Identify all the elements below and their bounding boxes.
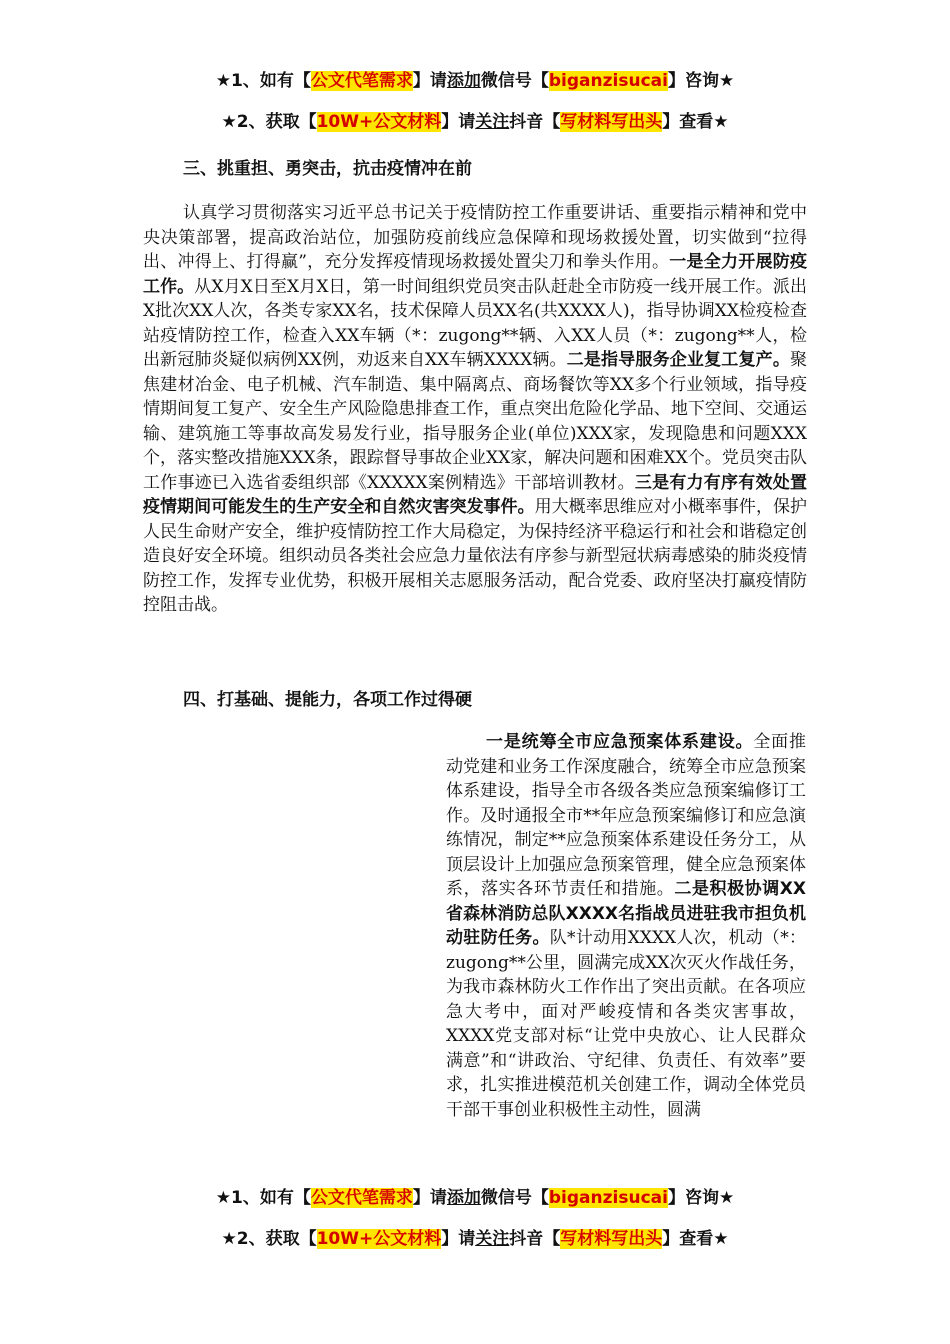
highlight-wechat-id: biganzisucai xyxy=(548,1188,668,1208)
banner-text: 1、如有【 xyxy=(231,1188,311,1208)
star-icon: ★ xyxy=(713,1229,729,1249)
star-icon: ★ xyxy=(221,1229,237,1249)
star-icon: ★ xyxy=(215,71,232,91)
highlight-wechat-id: biganzisucai xyxy=(548,71,668,91)
star-icon: ★ xyxy=(718,71,735,91)
star-icon: ★ xyxy=(221,112,237,132)
banner-text: 2、获取【 xyxy=(236,1229,317,1249)
banner-text: 】咨询 xyxy=(667,71,719,91)
underlined-add: 添加 xyxy=(446,1188,481,1208)
banner-text: 】请 xyxy=(441,112,476,132)
section-4-body xyxy=(446,730,806,1176)
footer-banner-line-2 xyxy=(0,1227,950,1251)
point-1-text: 全面推动党建和业务工作深度融合，统筹全市应急预案体系建设，指导全市各级各类应急预案编修订工作。及时通报全市**年应急预案编修订和应急演练情况，制定**应急预案体系建设任务分工，从顶层设计上加强应急预案管理，健全应急预案体系，落实各环节责任和措施。 xyxy=(446,732,806,899)
footer-banner-line-1 xyxy=(0,1186,950,1210)
header-banner-line-1 xyxy=(0,69,950,93)
underlined-follow: 关注 xyxy=(475,1229,510,1249)
section-3-body xyxy=(143,201,807,618)
section-4-heading: 四、打基础、提能力，各项工作过得硬 xyxy=(183,690,472,710)
point-1-title: 一是全力开展防疫工作。 xyxy=(143,252,807,297)
point-2-title: 二是积极协调XX省森林消防总队XXXX名指战员进驻我市担负机动驻防任务。 xyxy=(446,879,806,948)
banner-text: 】请 xyxy=(412,1188,447,1208)
banner-text: 】咨询 xyxy=(667,1188,719,1208)
header-banner-line-2 xyxy=(0,110,950,134)
banner-text: 】查看 xyxy=(662,112,714,132)
underlined-add: 添加 xyxy=(446,71,481,91)
point-2-text: 队*计动用XXXX人次，机动（*：zugong**公里，圆满完成XX次灭火作战任务，为我市森林防火工作作出了突出贡献。在各项应急大考中，面对严峻疫情和各类灾害事故，XXXX党支部对标“让党中央放心、让人民群众满意”和“讲政治、守纪律、负责任、有效率”要求，扎实推进模范机关创建工作，调动全体党员干部干事创业积极性主动性，圆满 xyxy=(446,928,806,1120)
section-3-intro: 认真学习贯彻落实习近平总书记关于疫情防控工作重要讲话、重要指示精神和党中央决策部署，提高政治站位，加强防疫前线应急保障和现场救援处置，切实做到“拉得出、冲得上、打得赢”，充分发挥疫情现场救援处置尖刀和拳头作用。 xyxy=(143,203,807,272)
banner-text: 抖音【 xyxy=(509,1229,561,1249)
point-1-text: 从X月X日至X月X日，第一时间组织党员突击队赶赴全市防疫一线开展工作。派出X批次XX人次，各类专家XX名，技术保障人员XX名(共XXXX人)，指导协调XX检疫检查站疫情防控工作，检查入XX车辆（*：zugong**辆、入XX人员（*：zugong**人，检出新冠肺炎疑似病例XX例，劝返来自XX车辆XXXX辆。 xyxy=(143,276,807,370)
section-3-heading: 三、挑重担、勇突击，抗击疫情冲在前 xyxy=(183,159,472,179)
banner-text: 2、获取【 xyxy=(236,112,317,132)
highlight-douyin-id: 写材料写出头 xyxy=(560,1229,663,1249)
banner-text: 抖音【 xyxy=(509,112,561,132)
banner-text: 微信号【 xyxy=(480,71,549,91)
highlight-service: 公文代笔需求 xyxy=(310,1188,413,1208)
point-2-title: 二是指导服务企业复工复产。 xyxy=(566,350,790,370)
underlined-follow: 关注 xyxy=(475,112,510,132)
point-2-text: 聚焦建材冶金、电子机械、汽车制造、集中隔离点、商场餐饮等XX多个行业领域，指导疫情期间复工复产、安全生产风险隐患排查工作，重点突出危险化学品、地下空间、交通运输、建筑施工等事故高发易发行业，指导服务企业(单位)XXX家，发现隐患和问题XXX个，落实整改措施XXX条，跟踪督导事故企业XX家，解决问题和困难XX个。党员突击队工作事迹已入选省委组织部《XXXXX案例精选》干部培训教材。 xyxy=(143,350,807,493)
star-icon: ★ xyxy=(718,1188,735,1208)
highlight-materials: 10W+公文材料 xyxy=(316,1229,442,1249)
highlight-materials: 10W+公文材料 xyxy=(316,112,442,132)
highlight-service: 公文代笔需求 xyxy=(310,71,413,91)
banner-text: 】请 xyxy=(412,71,447,91)
banner-text: 1、如有【 xyxy=(231,71,311,91)
banner-text: 】请 xyxy=(441,1229,476,1249)
banner-text: 】查看 xyxy=(662,1229,714,1249)
highlight-douyin-id: 写材料写出头 xyxy=(560,112,663,132)
point-1-title: 一是统筹全市应急预案体系建设。 xyxy=(486,732,754,752)
star-icon: ★ xyxy=(713,112,729,132)
banner-text: 微信号【 xyxy=(480,1188,549,1208)
point-3-title: 三是有力有序有效处置疫情期间可能发生的生产安全和自然灾害突发事件。 xyxy=(143,472,808,517)
point-3-text: 用大概率思维应对小概率事件，保护人民生命财产安全，维护疫情防控工作大局稳定，为保持经济平稳运行和社会和谐稳定创造良好安全环境。组织动员各类社会应急力量依法有序参与新型冠状病毒感染的肺炎疫情防控工作，发挥专业优势，积极开展相关志愿服务活动，配合党委、政府坚决打赢疫情防控阻击战。 xyxy=(143,497,808,615)
star-icon: ★ xyxy=(215,1188,232,1208)
